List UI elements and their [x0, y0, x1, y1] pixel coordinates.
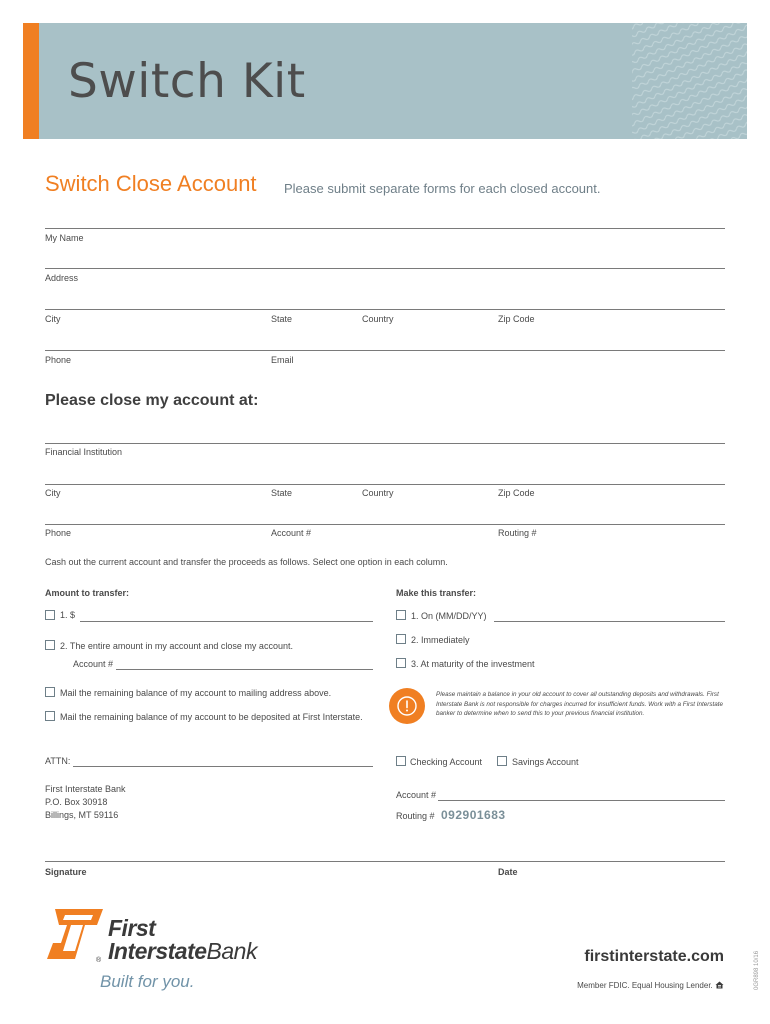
attn-input[interactable] [73, 766, 373, 767]
alert-text: Please maintain a balance in your old account to cover all outstanding deposits and withdrawals. First Interstate Bank is not responsible for charges incurred for insufficient funds. Work with a First Interstate banker to determine when to send this to your previous financial institution. [436, 691, 723, 717]
checking-account-checkbox[interactable] [396, 756, 406, 766]
country-label: Country [362, 314, 394, 324]
city-label: City [45, 314, 61, 324]
equal-housing-icon [715, 981, 724, 989]
fdic-notice [577, 981, 724, 990]
fib-routing-number: 092901683 [441, 808, 506, 822]
email-label: Email [271, 355, 294, 365]
registered-mark: ® [96, 957, 102, 964]
address-field[interactable] [45, 268, 725, 269]
address-label: Address [45, 273, 79, 283]
mail-balance-label: Mail the remaining balance of my account to mailing address above. [60, 688, 332, 698]
fib-account-input[interactable] [438, 800, 725, 801]
transfer-option-2-label: 2. Immediately [411, 635, 470, 645]
institution-routing-label: Routing # [498, 528, 537, 538]
institution-city-field[interactable] [45, 484, 725, 485]
date-label: Date [498, 867, 518, 877]
phone-label: Phone [45, 355, 72, 365]
page-title: Switch Kit [68, 54, 306, 109]
deposit-balance-label: Mail the remaining balance of my account to be deposited at First Interstate. [60, 712, 363, 722]
amount-account-label: Account # [73, 659, 114, 669]
checking-account-label: Checking Account [410, 757, 483, 767]
bank-address-line2: P.O. Box 30918 [45, 797, 108, 807]
transfer-heading: Make this transfer: [396, 588, 477, 598]
institution-zip-label: Zip Code [498, 488, 535, 498]
state-label: State [271, 314, 293, 324]
exclamation-icon [389, 688, 425, 724]
deposit-balance-checkbox[interactable] [45, 711, 55, 721]
instructions-text: Cash out the current account and transfer the proceeds as follows. Select one option in each column. [45, 557, 448, 567]
my-name-label: My Name [45, 233, 84, 243]
fdic-text: Member FDIC. Equal Housing Lender. [577, 981, 713, 990]
amount-option-2-checkbox[interactable] [45, 640, 55, 650]
logo-interstate-word: Interstate [108, 938, 207, 964]
logo-first-text: First [108, 915, 156, 941]
fib-account-label: Account # [396, 790, 437, 800]
amount-option-1-label: 1. $ [60, 610, 76, 620]
institution-phone-label: Phone [45, 528, 72, 538]
alert-badge [389, 688, 425, 724]
signature-date-field[interactable] [45, 861, 725, 862]
phone-email-field[interactable] [45, 350, 725, 351]
amount-option-2-label: 2. The entire amount in my account and close my account. [60, 641, 293, 651]
zip-label: Zip Code [498, 314, 535, 324]
logo-bank-word: Bank [206, 938, 257, 964]
savings-account-checkbox[interactable] [497, 756, 507, 766]
transfer-date-input[interactable] [494, 621, 725, 622]
tagline: Built for you. [100, 972, 195, 991]
institution-country-label: Country [362, 488, 394, 498]
transfer-option-2-checkbox[interactable] [396, 634, 406, 644]
banner-pattern [632, 23, 747, 139]
fib-routing-label: Routing # [396, 811, 435, 821]
bank-address-line3: Billings, MT 59116 [45, 810, 119, 820]
city-state-zip-field[interactable] [45, 309, 725, 310]
amount-dollar-input[interactable] [80, 621, 373, 622]
institution-account-label: Account # [271, 528, 312, 538]
transfer-option-1-checkbox[interactable] [396, 610, 406, 620]
my-name-field[interactable] [45, 228, 725, 229]
mail-balance-checkbox[interactable] [45, 687, 55, 697]
institution-phone-field[interactable] [45, 524, 725, 525]
financial-institution-field[interactable] [45, 443, 725, 444]
bank-logo-icon [45, 907, 105, 961]
bank-address-line1: First Interstate Bank [45, 784, 126, 794]
form-code: 0GR898 10/16 [754, 950, 760, 990]
transfer-option-3-checkbox[interactable] [396, 658, 406, 668]
amount-account-input[interactable] [116, 669, 373, 670]
institution-state-label: State [271, 488, 293, 498]
form-title: Switch Close Account [45, 171, 257, 196]
form-note: Please submit separate forms for each closed account. [284, 181, 601, 196]
website-link[interactable]: firstinterstate.com [584, 948, 724, 965]
attn-label: ATTN: [45, 756, 71, 766]
savings-account-label: Savings Account [512, 757, 579, 767]
financial-institution-label: Financial Institution [45, 447, 123, 457]
banner-accent-bar [23, 23, 39, 139]
transfer-option-1-label: 1. On (MM/DD/YY) [411, 611, 487, 621]
close-account-heading: Please close my account at: [45, 392, 259, 409]
signature-label: Signature [45, 867, 87, 877]
transfer-option-3-label: 3. At maturity of the investment [411, 659, 535, 669]
amount-heading: Amount to transfer: [45, 588, 129, 598]
institution-city-label: City [45, 488, 61, 498]
logo-interstate-text [108, 938, 257, 965]
amount-option-1-checkbox[interactable] [45, 610, 55, 620]
